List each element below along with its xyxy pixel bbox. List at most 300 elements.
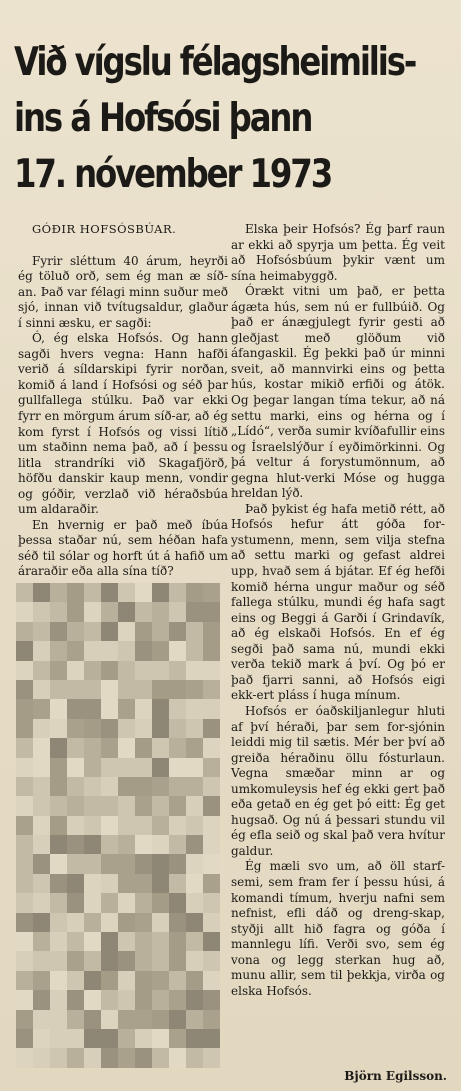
mosaic-tile xyxy=(169,758,186,777)
mosaic-tile xyxy=(16,1010,33,1029)
mosaic-tile xyxy=(169,641,186,660)
mosaic-tile xyxy=(169,680,186,699)
mosaic-tile xyxy=(16,913,33,932)
mosaic-tile xyxy=(16,583,33,602)
mosaic-tile xyxy=(67,738,84,757)
mosaic-tile xyxy=(16,971,33,990)
mosaic-tile xyxy=(152,738,169,757)
mosaic-tile xyxy=(67,1048,84,1067)
mosaic-tile xyxy=(118,1010,135,1029)
mosaic-tile xyxy=(203,680,220,699)
mosaic-tile xyxy=(203,971,220,990)
mosaic-tile xyxy=(135,854,152,873)
mosaic-tile xyxy=(101,796,118,815)
mosaic-tile xyxy=(152,854,169,873)
mosaic-tile xyxy=(67,777,84,796)
article-left-column xyxy=(18,222,228,580)
mosaic-tile xyxy=(169,602,186,621)
mosaic-tile xyxy=(16,990,33,1009)
mosaic-tile xyxy=(169,913,186,932)
mosaic-tile xyxy=(67,583,84,602)
mosaic-tile xyxy=(169,932,186,951)
mosaic-tile xyxy=(50,583,67,602)
mosaic-tile xyxy=(169,816,186,835)
mosaic-tile xyxy=(135,1029,152,1048)
mosaic-tile xyxy=(67,719,84,738)
mosaic-tile xyxy=(84,641,101,660)
mosaic-tile xyxy=(101,1029,118,1048)
mosaic-tile xyxy=(186,1029,203,1048)
mosaic-tile xyxy=(186,641,203,660)
mosaic-tile xyxy=(50,932,67,951)
mosaic-tile xyxy=(101,854,118,873)
mosaic-tile xyxy=(16,874,33,893)
mosaic-tile xyxy=(152,990,169,1009)
mosaic-tile xyxy=(67,951,84,970)
mosaic-tile xyxy=(186,738,203,757)
mosaic-tile xyxy=(152,602,169,621)
mosaic-tile xyxy=(50,738,67,757)
mosaic-tile xyxy=(135,1048,152,1067)
mosaic-tile xyxy=(152,680,169,699)
mosaic-tile xyxy=(84,854,101,873)
mosaic-tile xyxy=(169,1010,186,1029)
mosaic-tile xyxy=(84,699,101,718)
mosaic-tile xyxy=(203,796,220,815)
mosaic-tile xyxy=(50,699,67,718)
mosaic-tile xyxy=(203,913,220,932)
mosaic-tile xyxy=(16,602,33,621)
mosaic-tile xyxy=(33,777,50,796)
mosaic-tile xyxy=(101,990,118,1009)
mosaic-tile xyxy=(186,874,203,893)
mosaic-tile xyxy=(101,777,118,796)
mosaic-tile xyxy=(84,932,101,951)
mosaic-tile xyxy=(118,738,135,757)
mosaic-tile xyxy=(203,835,220,854)
mosaic-tile xyxy=(118,854,135,873)
mosaic-tile xyxy=(135,758,152,777)
mosaic-tile xyxy=(186,835,203,854)
mosaic-tile xyxy=(169,583,186,602)
mosaic-tile xyxy=(67,854,84,873)
mosaic-tile xyxy=(33,796,50,815)
mosaic-tile xyxy=(101,661,118,680)
mosaic-tile xyxy=(84,796,101,815)
mosaic-tile xyxy=(33,816,50,835)
mosaic-tile xyxy=(67,661,84,680)
mosaic-tile xyxy=(186,699,203,718)
mosaic-tile xyxy=(203,738,220,757)
mosaic-tile xyxy=(33,1010,50,1029)
mosaic-tile xyxy=(152,583,169,602)
mosaic-tile xyxy=(84,1010,101,1029)
mosaic-tile xyxy=(203,719,220,738)
mosaic-tile xyxy=(16,622,33,641)
mosaic-tile xyxy=(152,1029,169,1048)
mosaic-tile xyxy=(101,641,118,660)
mosaic-tile xyxy=(101,874,118,893)
mosaic-tile xyxy=(152,777,169,796)
mosaic-tile xyxy=(118,874,135,893)
paragraph: Órækt vitni um það, er þetta ágæta hús, sem nú er fullbúið. Og það er ánægjulegt fyrir gesti að gleðjast með glöðum við áfangaskil. Ég þekki það úr minni sveit, að mannvirki eins og þetta hús, kostar mikið erfiði og átök. Og þegar langan tíma tekur, að ná settu marki, eins og hérna og í „Lídó“, verða sumir kvíðafullir eins og Ísraelslýður í eyðimörkinni. Og þá veltur á forystumönnum, að gegna hlut-verki Móse og hugga hreldan lýð. xyxy=(231,284,445,501)
mosaic-tile xyxy=(186,719,203,738)
mosaic-tile xyxy=(152,796,169,815)
mosaic-tile xyxy=(16,661,33,680)
mosaic-tile xyxy=(16,719,33,738)
mosaic-tile xyxy=(101,758,118,777)
mosaic-tile xyxy=(84,990,101,1009)
mosaic-tile xyxy=(118,699,135,718)
mosaic-tile xyxy=(33,583,50,602)
mosaic-tile xyxy=(152,913,169,932)
mosaic-tile xyxy=(101,583,118,602)
mosaic-tile xyxy=(16,1029,33,1048)
mosaic-tile xyxy=(67,990,84,1009)
headline xyxy=(14,34,416,202)
mosaic-tile xyxy=(203,1048,220,1067)
pixelated-image-region xyxy=(16,583,220,1068)
mosaic-tile xyxy=(33,641,50,660)
mosaic-tile xyxy=(84,583,101,602)
mosaic-tile xyxy=(169,990,186,1009)
mosaic-tile xyxy=(203,854,220,873)
mosaic-tile xyxy=(33,661,50,680)
mosaic-tile xyxy=(118,583,135,602)
mosaic-tile xyxy=(67,602,84,621)
mosaic-tile xyxy=(186,777,203,796)
mosaic-tile xyxy=(84,874,101,893)
mosaic-tile xyxy=(84,622,101,641)
mosaic-tile xyxy=(84,1029,101,1048)
mosaic-tile xyxy=(186,1010,203,1029)
mosaic-tile xyxy=(33,1048,50,1067)
mosaic-tile xyxy=(50,913,67,932)
mosaic-tile xyxy=(135,661,152,680)
mosaic-tile xyxy=(84,816,101,835)
mosaic-tile xyxy=(186,583,203,602)
headline-line-2: ins á Hofsósi þann xyxy=(14,95,312,141)
mosaic-tile xyxy=(84,758,101,777)
mosaic-tile xyxy=(169,854,186,873)
mosaic-tile xyxy=(33,758,50,777)
mosaic-tile xyxy=(186,932,203,951)
mosaic-tile xyxy=(67,913,84,932)
mosaic-tile xyxy=(16,699,33,718)
mosaic-tile xyxy=(84,719,101,738)
mosaic-tile xyxy=(152,1048,169,1067)
mosaic-tile xyxy=(118,816,135,835)
mosaic-tile xyxy=(16,641,33,660)
mosaic-tile xyxy=(50,990,67,1009)
mosaic-tile xyxy=(135,583,152,602)
article-right-column xyxy=(231,222,445,999)
mosaic-tile xyxy=(33,854,50,873)
mosaic-tile xyxy=(203,1029,220,1048)
mosaic-tile xyxy=(33,932,50,951)
mosaic-tile xyxy=(186,913,203,932)
mosaic-tile xyxy=(135,699,152,718)
mosaic-tile xyxy=(50,1029,67,1048)
mosaic-tile xyxy=(101,1048,118,1067)
mosaic-tile xyxy=(135,719,152,738)
mosaic-tile xyxy=(152,835,169,854)
mosaic-tile xyxy=(118,1048,135,1067)
paragraph: Það þykist ég hafa metið rétt, að Hofsós hefur átt góða for-ystumenn, menn, sem vilja stefna að settu marki og gefast aldrei upp, hvað sem á bjátar. Ef ég hefði komið hérna ungur maður og séð fallega stúlku, mundi ég hafa sagt eins og Beggi á Garði í Grindavík, að ég elskaði Hofsós. En ef ég segði það sama nú, mundi ekki verða tekið mark á því. Og þó er það fjarri sanni, að Hofsós eigi ekk-ert pláss í huga mínum. xyxy=(231,501,445,703)
mosaic-tile xyxy=(169,874,186,893)
mosaic-tile xyxy=(203,1010,220,1029)
mosaic-tile xyxy=(118,758,135,777)
mosaic-tile xyxy=(16,835,33,854)
mosaic-tile xyxy=(118,777,135,796)
mosaic-tile xyxy=(101,699,118,718)
mosaic-tile xyxy=(33,835,50,854)
mosaic-tile xyxy=(169,1029,186,1048)
paragraph: En hvernig er það með íbúa þessa staðar nú, sem héðan hafa séð til sólar og horft út á hafið um áraraðir eða alla sína tíð? xyxy=(18,517,228,579)
mosaic-tile xyxy=(169,738,186,757)
mosaic-tile xyxy=(186,854,203,873)
mosaic-tile xyxy=(186,893,203,912)
mosaic-tile xyxy=(84,680,101,699)
mosaic-tile xyxy=(67,893,84,912)
mosaic-tile xyxy=(16,854,33,873)
mosaic-tile xyxy=(118,661,135,680)
mosaic-tile xyxy=(186,990,203,1009)
mosaic-tile xyxy=(50,758,67,777)
mosaic-tile xyxy=(186,1048,203,1067)
mosaic-tile xyxy=(101,835,118,854)
mosaic-tile xyxy=(152,816,169,835)
mosaic-tile xyxy=(152,893,169,912)
mosaic-tile xyxy=(118,893,135,912)
mosaic-tile xyxy=(135,913,152,932)
mosaic-tile xyxy=(118,796,135,815)
mosaic-tile xyxy=(16,738,33,757)
mosaic-tile xyxy=(135,990,152,1009)
mosaic-tile xyxy=(118,971,135,990)
mosaic-tile xyxy=(84,602,101,621)
mosaic-tile xyxy=(101,971,118,990)
headline-line-3: 17. nóvember 1973 xyxy=(14,151,332,197)
mosaic-tile xyxy=(118,1029,135,1048)
mosaic-tile xyxy=(50,971,67,990)
mosaic-tile xyxy=(67,971,84,990)
mosaic-tile xyxy=(84,893,101,912)
mosaic-tile xyxy=(152,971,169,990)
mosaic-tile xyxy=(33,913,50,932)
salutation: GÓÐIR HOFSÓSBÚAR. xyxy=(32,222,177,236)
mosaic-tile xyxy=(50,719,67,738)
mosaic-tile xyxy=(67,835,84,854)
mosaic-tile xyxy=(203,661,220,680)
mosaic-tile xyxy=(101,719,118,738)
mosaic-tile xyxy=(135,932,152,951)
author-signature: Björn Egilsson. xyxy=(344,1069,447,1083)
mosaic-tile xyxy=(50,661,67,680)
mosaic-tile xyxy=(50,641,67,660)
mosaic-tile xyxy=(101,913,118,932)
headline-line-1: Við vígslu félagsheimilis- xyxy=(14,39,416,85)
mosaic-tile xyxy=(84,661,101,680)
mosaic-tile xyxy=(67,758,84,777)
mosaic-tile xyxy=(50,816,67,835)
mosaic-tile xyxy=(33,699,50,718)
mosaic-tile xyxy=(203,874,220,893)
mosaic-tile xyxy=(203,893,220,912)
mosaic-tile xyxy=(169,777,186,796)
mosaic-tile xyxy=(67,1029,84,1048)
mosaic-tile xyxy=(16,932,33,951)
mosaic-tile xyxy=(101,602,118,621)
mosaic-tile xyxy=(67,1010,84,1029)
mosaic-tile xyxy=(67,816,84,835)
mosaic-tile xyxy=(33,951,50,970)
paragraph: Ég mæli svo um, að öll starf-semi, sem fram fer í þessu húsi, á komandi tímum, hverju nafni sem nefnist, efli dáð og dreng-skap, styðji allt hið fagra og góða í mannlegu lífi. Verði svo, sem ég vona og legg sterkan hug að, munu allir, sem til þekkja, virða og elska Hofsós. xyxy=(231,859,445,998)
mosaic-tile xyxy=(50,893,67,912)
mosaic-tile xyxy=(135,971,152,990)
mosaic-tile xyxy=(169,951,186,970)
mosaic-tile xyxy=(16,680,33,699)
mosaic-tile xyxy=(135,816,152,835)
mosaic-tile xyxy=(101,622,118,641)
mosaic-tile xyxy=(84,835,101,854)
mosaic-tile xyxy=(152,699,169,718)
mosaic-tile xyxy=(203,932,220,951)
mosaic-tile xyxy=(33,719,50,738)
mosaic-tile xyxy=(118,719,135,738)
mosaic-tile xyxy=(135,835,152,854)
mosaic-tile xyxy=(118,622,135,641)
mosaic-tile xyxy=(50,854,67,873)
mosaic-tile xyxy=(135,893,152,912)
mosaic-tile xyxy=(50,951,67,970)
mosaic-tile xyxy=(186,971,203,990)
mosaic-tile xyxy=(118,932,135,951)
mosaic-tile xyxy=(101,680,118,699)
mosaic-tile xyxy=(16,951,33,970)
mosaic-tile xyxy=(135,622,152,641)
mosaic-tile xyxy=(152,874,169,893)
mosaic-tile xyxy=(152,641,169,660)
mosaic-tile xyxy=(33,680,50,699)
mosaic-tile xyxy=(33,622,50,641)
mosaic-tile xyxy=(203,602,220,621)
mosaic-tile xyxy=(135,777,152,796)
mosaic-tile xyxy=(101,951,118,970)
mosaic-tile xyxy=(101,932,118,951)
mosaic-tile xyxy=(33,738,50,757)
mosaic-tile xyxy=(203,641,220,660)
mosaic-tile xyxy=(118,680,135,699)
mosaic-tile xyxy=(16,796,33,815)
mosaic-tile xyxy=(169,835,186,854)
mosaic-tile xyxy=(84,1048,101,1067)
mosaic-tile xyxy=(118,913,135,932)
mosaic-tile xyxy=(152,719,169,738)
mosaic-tile xyxy=(203,758,220,777)
mosaic-tile xyxy=(186,951,203,970)
mosaic-tile xyxy=(50,874,67,893)
mosaic-tile xyxy=(203,699,220,718)
mosaic-tile xyxy=(169,622,186,641)
mosaic-tile xyxy=(16,816,33,835)
mosaic-tile xyxy=(135,874,152,893)
mosaic-tile xyxy=(50,796,67,815)
mosaic-tile xyxy=(67,796,84,815)
mosaic-tile xyxy=(33,602,50,621)
mosaic-tile xyxy=(50,622,67,641)
mosaic-tile xyxy=(169,893,186,912)
mosaic-tile xyxy=(101,738,118,757)
mosaic-tile xyxy=(33,893,50,912)
mosaic-tile xyxy=(135,796,152,815)
mosaic-tile xyxy=(50,777,67,796)
mosaic-tile xyxy=(169,699,186,718)
mosaic-tile xyxy=(186,758,203,777)
mosaic-tile xyxy=(152,661,169,680)
mosaic-tile xyxy=(118,641,135,660)
mosaic-tile xyxy=(33,990,50,1009)
mosaic-tile xyxy=(135,738,152,757)
mosaic-tile xyxy=(203,990,220,1009)
mosaic-tile xyxy=(203,777,220,796)
mosaic-tile xyxy=(84,913,101,932)
mosaic-tile xyxy=(84,738,101,757)
mosaic-tile xyxy=(16,1048,33,1067)
mosaic-tile xyxy=(67,874,84,893)
mosaic-tile xyxy=(169,719,186,738)
mosaic-tile xyxy=(16,893,33,912)
mosaic-tile xyxy=(152,622,169,641)
paragraph: Fyrir sléttum 40 árum, heyrði ég töluð orð, sem ég man æ síð-an. Það var félagi minn suður með sjó, innan við tvítugsaldur, glaður í sinni æsku, er sagði: xyxy=(18,253,228,330)
mosaic-tile xyxy=(203,622,220,641)
mosaic-tile xyxy=(186,796,203,815)
mosaic-tile xyxy=(203,951,220,970)
mosaic-tile xyxy=(152,932,169,951)
mosaic-tile xyxy=(135,641,152,660)
mosaic-tile xyxy=(152,758,169,777)
mosaic-tile xyxy=(135,1010,152,1029)
mosaic-tile xyxy=(186,680,203,699)
mosaic-tile xyxy=(169,1048,186,1067)
mosaic-tile xyxy=(50,1010,67,1029)
mosaic-tile xyxy=(152,1010,169,1029)
mosaic-tile xyxy=(50,602,67,621)
paragraph: Elska þeir Hofsós? Ég þarf raun ar ekki að spyrja um þetta. Ég veit að Hofsósbúum þykir vænt um sína heimabyggð. xyxy=(231,222,445,283)
mosaic-tile xyxy=(101,816,118,835)
mosaic-tile xyxy=(203,816,220,835)
mosaic-tile xyxy=(152,951,169,970)
mosaic-tile xyxy=(186,622,203,641)
paragraph: Hofsós er óaðskiljanlegur hluti af því héraði, þar sem for-sjónin leiddi mig til sætis. Mér ber því að greiða héraðinu öllu fósturlaun. Vegna smæðar minn ar og umkomuleysis hef ég ekki gert það eða getað en ég get þó eitt: Ég get hugsað. Og nú á þessari stundu vil ég efla seið og skal það vera hvítur galdur. xyxy=(231,703,445,858)
mosaic-tile xyxy=(67,932,84,951)
mosaic-tile xyxy=(84,951,101,970)
mosaic-tile xyxy=(186,661,203,680)
mosaic-tile xyxy=(203,583,220,602)
mosaic-tile xyxy=(50,1048,67,1067)
mosaic-tile xyxy=(186,602,203,621)
mosaic-tile xyxy=(135,680,152,699)
mosaic-tile xyxy=(16,758,33,777)
mosaic-tile xyxy=(84,777,101,796)
mosaic-tile xyxy=(169,971,186,990)
mosaic-tile xyxy=(33,971,50,990)
mosaic-tile xyxy=(118,835,135,854)
mosaic-tile xyxy=(186,816,203,835)
mosaic-tile xyxy=(101,893,118,912)
mosaic-tile xyxy=(118,951,135,970)
mosaic-tile xyxy=(33,874,50,893)
